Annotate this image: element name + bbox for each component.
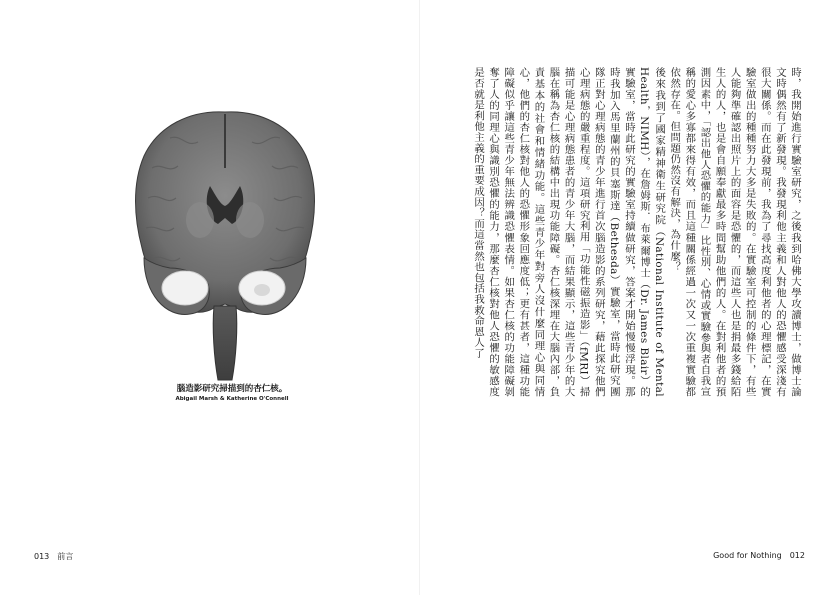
caption-credit: Abigail Marsh & Katherine O'Connell xyxy=(175,396,289,402)
left-page-folio xyxy=(34,551,73,562)
right-page-running-title: Good for Nothing xyxy=(713,551,782,560)
gutter-divider xyxy=(419,0,420,595)
right-page-folio xyxy=(713,551,805,560)
mri-coronal-brain-scan-icon xyxy=(130,108,320,383)
left-page-number: 013 xyxy=(34,552,50,561)
amygdala-left-highlight xyxy=(162,271,208,305)
left-page-running-title: 前言 xyxy=(57,552,74,561)
figure-caption xyxy=(132,383,332,403)
paragraph-2: 後來我到了國家精神衛生研究院（National Institute of Mental Health，NIMH），在詹姆斯．布萊爾博士（Dr. James Blair）的實驗室，當時此研究的實驗室持續做研究，答案才開始慢慢浮現。那時我加入馬里蘭州的貝塞斯達（Bethesda）實驗室，當時此研究團隊正對心理病態的青少年進行首次腦造影的系列研究，藉此探究他們心理病態的嚴重程度。這項研究利用「功能性磁振造影」（fMRI）掃描可能是心理病態患者的青少年大腦，而結果顯示，這些青少年的大腦在稱為杏仁核的結構中出現功能障礙。杏仁核深埋在大腦內部，負責基本的社會和情緒功能。這些青少年對旁人沒什麼同理心與同情心，他們的杏仁核對他人的恐懼形象回應度低；更有甚者，這種功能障礙似乎讓這些青少年無法辨識恐懼表情。如果杏仁核的功能障礙剝奪了人的同理心與識別恐懼的能力，那麼杏仁核對他人恐懼的敏感度是否就是利他主義的重要成因？而這當然也包括我救命恩人了 xyxy=(472,67,666,397)
body-text xyxy=(472,67,802,397)
paragraph-1: 時，我開始進行實驗室研究，之後我到哈佛大學攻讀博士，做博士論文時偶然有了新發現。我發現利他主義和人對他人的恐懼感受深淺有很大關係。而在此發現前，我為了尋找高度利他者的心理標記，在實驗室做出的種種努力大多是失敗的。在實驗室可控制的條件下，有些人能夠準確認出照片上的面容是恐懼的，而這些人也是捐最多錢給陌生人的人，也是會自願奉獻最多時間幫助他們的人。在對利他者的預測因素中，「認出他人恐懼的能力」比性別、心情或實驗參與者自我宣稱的愛心多寡都來得有效，而且這種關係經過一次又一次重複實驗都依然存在。但問題仍然沒有解決，為什麼？ xyxy=(668,67,801,397)
caption-text: 腦造影研究掃描到的杏仁核。 xyxy=(176,384,288,394)
right-page-number: 012 xyxy=(789,551,805,560)
brain-scan-figure xyxy=(130,108,320,383)
